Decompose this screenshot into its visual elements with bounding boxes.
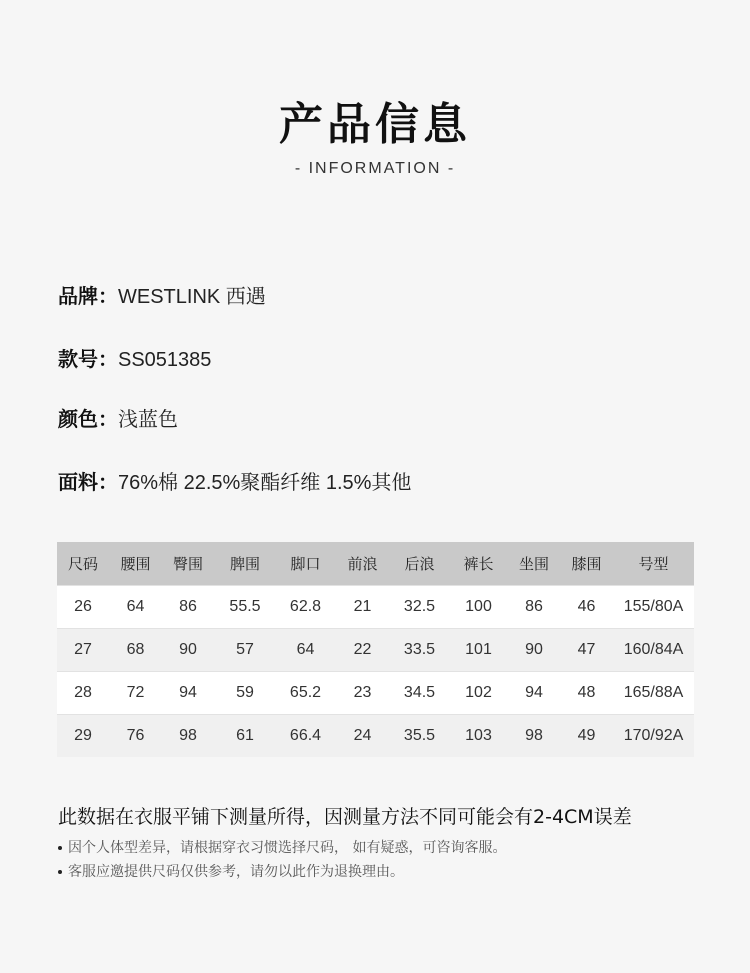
table-cell: 64 [109,586,162,629]
table-cell: 26 [57,586,109,629]
column-header: 臀围 [162,542,214,586]
size-table [57,542,694,757]
info-value: SS051385 [118,349,212,371]
table-cell: 23 [335,672,390,715]
table-cell: 86 [508,586,560,629]
table-cell: 65.2 [276,672,335,715]
info-row-color [58,403,178,432]
table-cell: 101 [449,629,508,672]
info-value: 浅蓝色 [118,409,178,431]
table-row [57,586,694,629]
measurement-note-title: 此数据在衣服平铺下测量所得，因测量方法不同可能会有2-4CM误差 [58,806,632,828]
table-cell: 155/80A [613,586,694,629]
table-cell: 94 [508,672,560,715]
table-cell: 86 [162,586,214,629]
bullet-icon [58,846,62,850]
column-header: 腰围 [109,542,162,586]
size-table-header-row [57,542,694,586]
info-label: 颜色： [58,407,118,431]
table-cell: 48 [560,672,613,715]
table-cell: 64 [276,629,335,672]
table-cell: 160/84A [613,629,694,672]
page-subtitle: - INFORMATION - [294,160,456,177]
table-cell: 170/92A [613,715,694,758]
table-cell: 165/88A [613,672,694,715]
table-cell: 47 [560,629,613,672]
table-cell: 32.5 [390,586,449,629]
info-value: WESTLINK 西遇 [118,286,266,308]
table-cell: 98 [508,715,560,758]
table-row [57,629,694,672]
table-cell: 55.5 [214,586,276,629]
note-item [58,837,506,857]
table-cell: 90 [508,629,560,672]
table-cell: 76 [109,715,162,758]
table-cell: 21 [335,586,390,629]
table-cell: 33.5 [390,629,449,672]
table-cell: 94 [162,672,214,715]
table-row [57,672,694,715]
note-text: 客服应邀提供尺码仅供参考，请勿以此作为退换理由。 [68,864,404,880]
column-header: 膝围 [560,542,613,586]
column-header: 后浪 [390,542,449,586]
table-cell: 61 [214,715,276,758]
table-cell: 27 [57,629,109,672]
note-text: 因个人体型差异，请根据穿衣习惯选择尺码， 如有疑惑，可咨询客服。 [68,840,507,856]
info-value: 76%棉 22.5%聚酯纤维 1.5%其他 [118,472,412,494]
column-header: 号型 [613,542,694,586]
table-cell: 102 [449,672,508,715]
table-cell: 34.5 [390,672,449,715]
info-label: 面料： [58,470,118,494]
table-cell: 57 [214,629,276,672]
table-cell: 22 [335,629,390,672]
info-label: 款号： [58,347,118,371]
table-cell: 24 [335,715,390,758]
column-header: 前浪 [335,542,390,586]
table-cell: 59 [214,672,276,715]
table-cell: 66.4 [276,715,335,758]
table-cell: 46 [560,586,613,629]
column-header: 坐围 [508,542,560,586]
info-label: 品牌： [58,284,118,308]
page-title: 产品信息 [279,99,471,150]
info-row-brand [58,280,266,309]
column-header: 脾围 [214,542,276,586]
table-cell: 62.8 [276,586,335,629]
info-row-style-number [58,343,211,372]
table-cell: 98 [162,715,214,758]
column-header: 尺码 [57,542,109,586]
table-cell: 35.5 [390,715,449,758]
info-row-fabric [58,466,411,495]
table-cell: 90 [162,629,214,672]
table-cell: 28 [57,672,109,715]
table-cell: 100 [449,586,508,629]
bullet-icon [58,870,62,874]
table-cell: 72 [109,672,162,715]
table-cell: 29 [57,715,109,758]
table-row [57,715,694,758]
column-header: 脚口 [276,542,335,586]
table-cell: 49 [560,715,613,758]
table-cell: 103 [449,715,508,758]
column-header: 裤长 [449,542,508,586]
note-item [58,861,404,881]
table-cell: 68 [109,629,162,672]
